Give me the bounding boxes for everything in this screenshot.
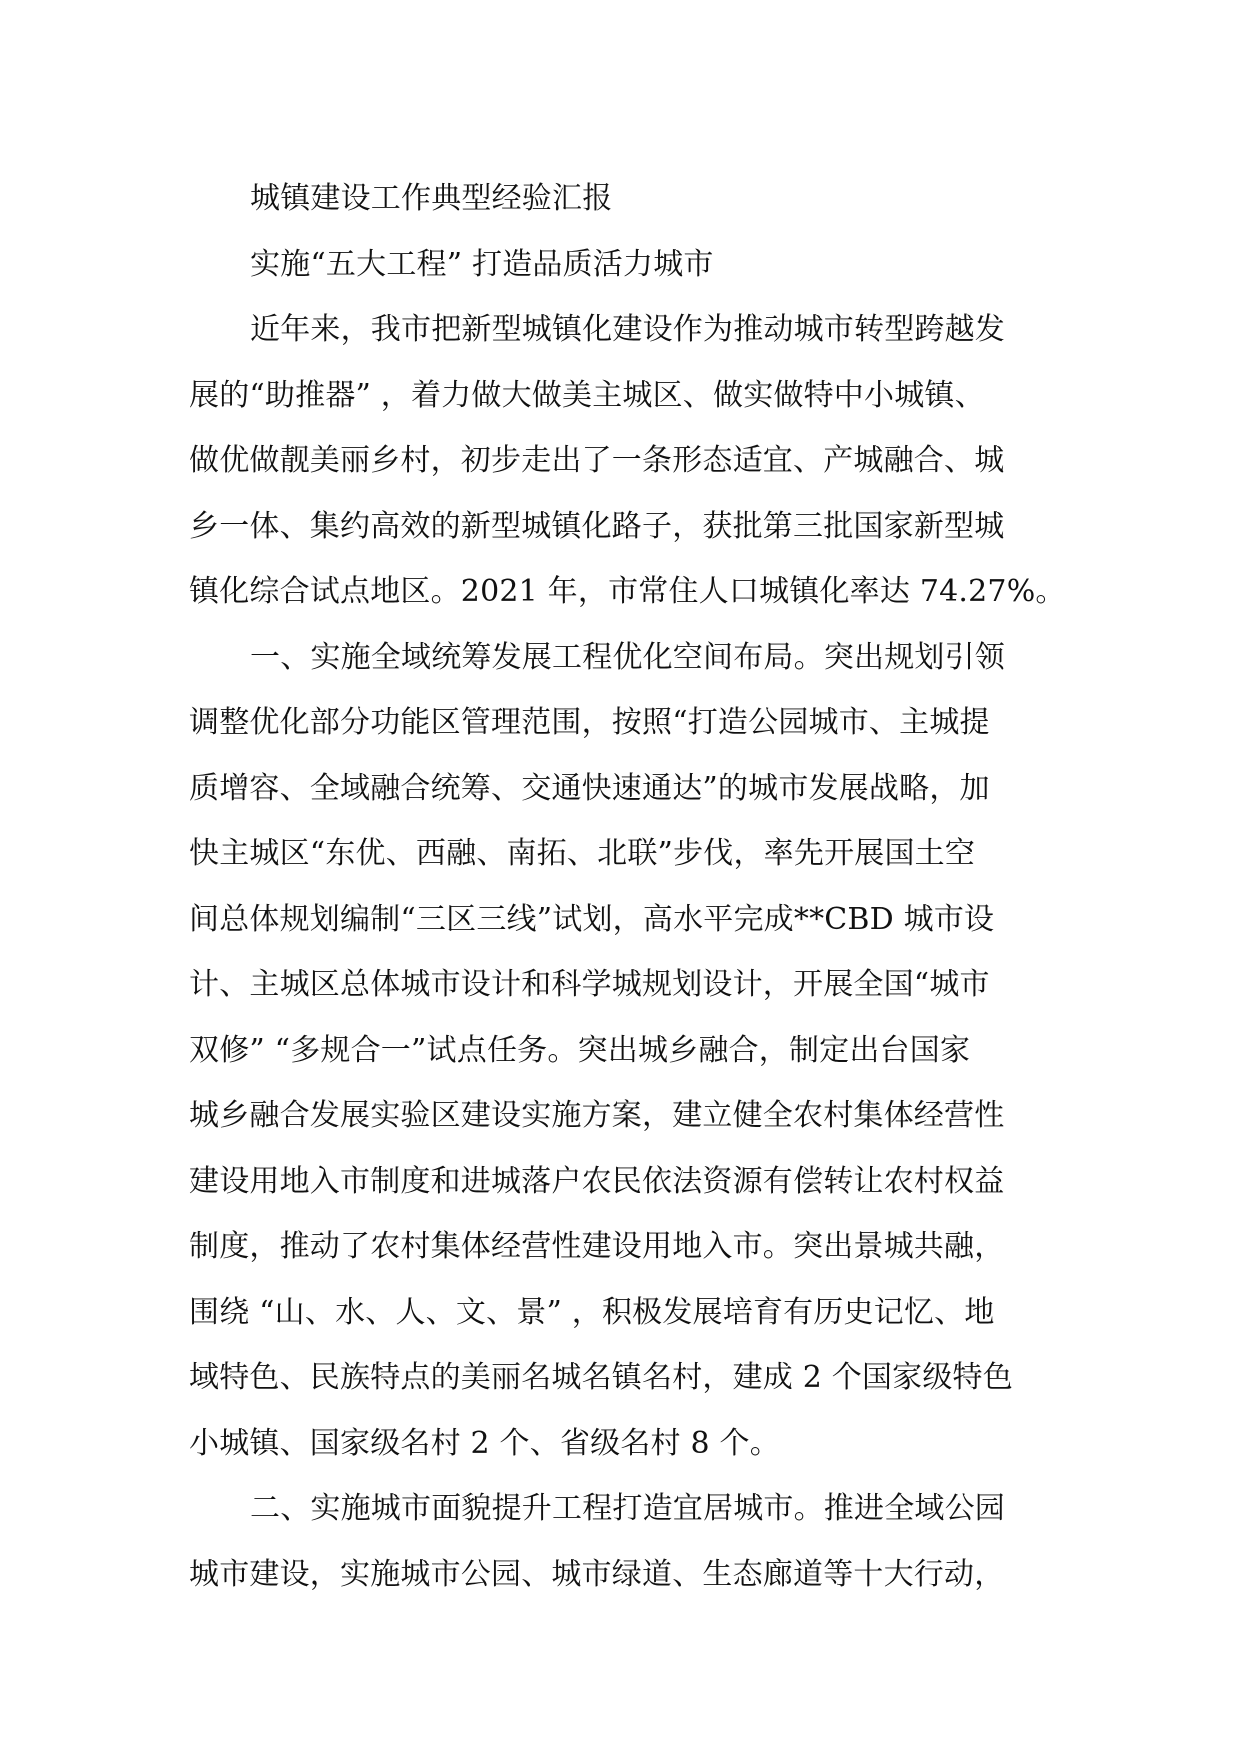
document-title: 城镇建设工作典型经验汇报 [250,181,613,216]
paragraph-line: 间总体规划编制“三区三线”试划，高水平完成**CBD 城市设 [189,901,995,937]
paragraph-line: 近年来，我市把新型城镇化建设作为推动城市转型跨越发 [250,312,1005,347]
paragraph-line: 快主城区“东优、西融、南拓、北联”步伐，率先开展国土空 [189,836,976,871]
paragraph-line: 城市建设，实施城市公园、城市绿道、生态廊道等十大行动， [189,1556,1005,1592]
paragraph-line: 小城镇、国家级名村 2 个、省级名村 8 个。 [189,1425,780,1461]
paragraph-line: 双修” “多规合一”试点任务。突出城乡融合，制定出台国家 [189,1032,971,1068]
document-page [189,166,1066,1607]
paragraph-line: 做优做靓美丽乡村，初步走出了一条形态适宜、产城融合、城 [189,443,1005,478]
paragraph-line: 一、实施全域统筹发展工程优化空间布局。突出规划引领 [250,639,1005,675]
paragraph-line: 展的“助推器” ，着力做大做美主城区、做实做特中小城镇、 [189,377,985,413]
paragraph-line: 城乡融合发展实验区建设实施方案，建立健全农村集体经营性 [189,1098,1005,1133]
paragraph-line: 计、主城区总体城市设计和科学城规划设计，开展全国“城市 [189,967,990,1002]
paragraph-line: 乡一体、集约高效的新型城镇化路子，获批第三批国家新型城 [189,508,1005,544]
paragraph-line: 制度，推动了农村集体经营性建设用地入市。突出景城共融， [189,1229,1005,1264]
paragraph-line: 二、实施城市面貌提升工程打造宜居城市。推进全域公园 [250,1491,1005,1526]
paragraph-line: 建设用地入市制度和进城落户农民依法资源有偿转让农村权益 [189,1163,1005,1199]
document-subtitle: 实施“五大工程” 打造品质活力城市 [250,246,714,282]
paragraph-line: 域特色、民族特点的美丽名城名镇名村，建成 2 个国家级特色 [189,1360,1013,1395]
paragraph-line: 质增容、全域融合统筹、交通快速通达”的城市发展战略，加 [189,770,990,806]
paragraph-line: 围绕 “山、水、人、文、景” ，积极发展培育有历史记忆、地 [189,1294,995,1330]
paragraph-line: 镇化综合试点地区。2021 年，市常住人口城镇化率达 74.27%。 [189,574,1066,609]
paragraph-line: 调整优化部分功能区管理范围，按照“打造公园城市、主城提 [189,705,990,740]
